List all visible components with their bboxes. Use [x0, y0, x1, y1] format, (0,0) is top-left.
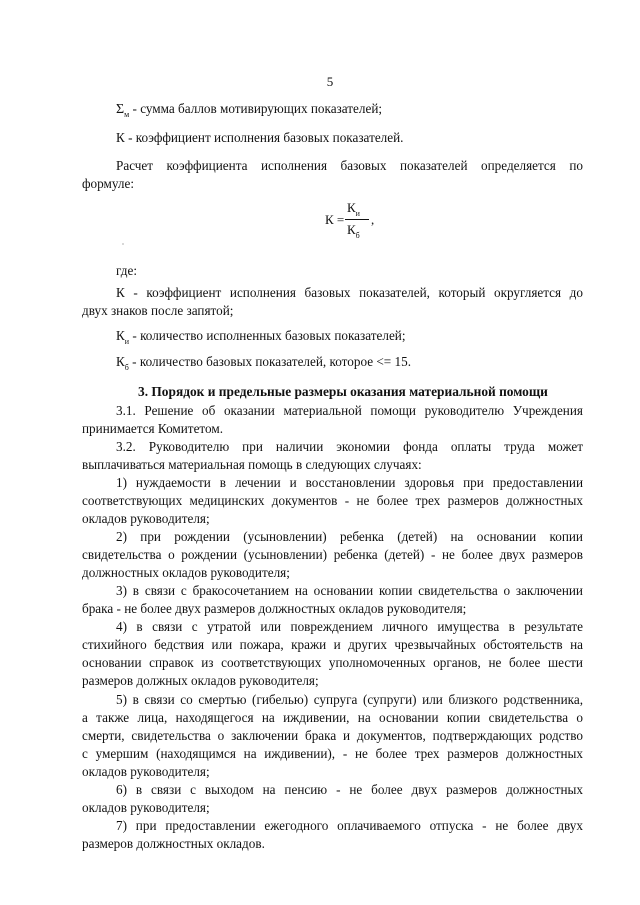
item4-line-2: стихийного бедствия или пожара, кражи и других чрезвычайных обстоятельств на — [82, 637, 583, 652]
item4-line-3: основании справок из соответствующих уполномоченных органов, не более шести — [82, 655, 583, 670]
item3-line-2: брака - не более двух размеров должностных окладов руководителя; — [82, 601, 467, 616]
kb-sub: б — [124, 363, 129, 372]
formula-comma: , — [371, 212, 375, 227]
section-heading: 3. Порядок и предельные размеры оказания материальной помощи — [138, 384, 548, 399]
k-def-line-2: двух знаков после запятой; — [82, 303, 234, 318]
item2-line-3: должностных окладов руководителя; — [82, 565, 290, 580]
kb-main: К — [116, 354, 125, 369]
item2-line-1: 2) при рождении (усыновлении) ребенка (детей) на основании копии — [116, 529, 583, 544]
item6-line-2: окладов руководителя; — [82, 800, 210, 815]
ki-text: - количество исполненных базовых показателей; — [129, 328, 406, 343]
p31-line-2: принимается Комитетом. — [82, 421, 223, 436]
sigma-text: - сумма баллов мотивирующих показателей; — [129, 101, 383, 116]
page-number: 5 — [326, 74, 334, 89]
k-def-line-1: К - коэффициент исполнения базовых показателей, который округляется до — [116, 285, 583, 300]
item3-line-1: 3) в связи с бракосочетанием на основании копии свидетельства о заключении — [116, 583, 583, 598]
sigma-definition — [116, 101, 382, 118]
ki-main: К — [116, 328, 125, 343]
ki-sub: и — [124, 337, 130, 346]
item1-line-2: соответствующих медицинских документов - не более трех размеров должностных — [82, 493, 583, 508]
numerator-main: К — [347, 200, 356, 215]
item5-line-5: окладов руководителя; — [82, 764, 210, 779]
sigma-subscript: м — [124, 110, 130, 119]
item5-line-3: смерти, свидетельства о заключении брака и документов, подтверждающих родство — [82, 728, 583, 743]
p32-line-1: 3.2. Руководителю при наличии экономии фонда оплаты труда может — [116, 439, 583, 454]
item5-line-1: 5) в связи со смертью (гибелью) супруга (супруги) или близкого родственника, — [116, 692, 583, 707]
item2-line-2: свидетельства о рождении (усыновлении) ребенка (детей) - не более двух размеров — [82, 547, 583, 562]
item7-line-1: 7) при предоставлении ежегодного оплачиваемого отпуска - не более двух — [116, 818, 583, 833]
formula-lhs: К = — [325, 212, 345, 227]
p32-line-2: выплачиваться материальная помощь в следующих случаях: — [82, 457, 422, 472]
item4-line-4: размеров должных окладов руководителя; — [82, 673, 319, 688]
p31-line-1: 3.1. Решение об оказании материальной помощи руководителю Учреждения — [116, 403, 583, 418]
where-label: где: — [116, 263, 137, 278]
ki-definition — [116, 328, 406, 344]
sigma-symbol: Σ — [116, 102, 125, 117]
k-definition: К - коэффициент исполнения базовых показателей. — [116, 130, 404, 145]
item5-line-2: а также лица, находящегося на иждивении, на основании копии свидетельства о — [82, 710, 583, 725]
item4-line-1: 4) в связи с утратой или повреждением личного имущества в результате — [116, 619, 583, 634]
fraction-bar — [345, 219, 369, 220]
item1-line-1: 1) нуждаемости в лечении и восстановлении здоровья при предоставлении — [116, 475, 583, 490]
denominator-sub: б — [355, 231, 360, 240]
calc-paragraph-line-1: Расчет коэффициента исполнения базовых показателей определяется по — [116, 158, 583, 173]
formula-denominator — [347, 222, 360, 238]
kb-definition — [116, 354, 411, 370]
calc-paragraph-line-2: формуле: — [82, 176, 134, 191]
item5-line-4: с умершим (находящимся на иждивении), - не более трех размеров должностных — [82, 746, 583, 761]
numerator-sub: и — [355, 209, 360, 218]
denominator-main: К — [347, 222, 356, 237]
item6-line-1: 6) в связи с выходом на пенсию - не более двух размеров должностных — [116, 782, 583, 797]
scan-speck — [122, 243, 124, 245]
item7-line-2: размеров должностных окладов. — [82, 836, 265, 851]
kb-text: - количество базовых показателей, которое <= 15. — [128, 354, 412, 369]
formula — [325, 200, 405, 242]
formula-numerator — [347, 200, 360, 216]
item1-line-3: окладов руководителя; — [82, 511, 210, 526]
